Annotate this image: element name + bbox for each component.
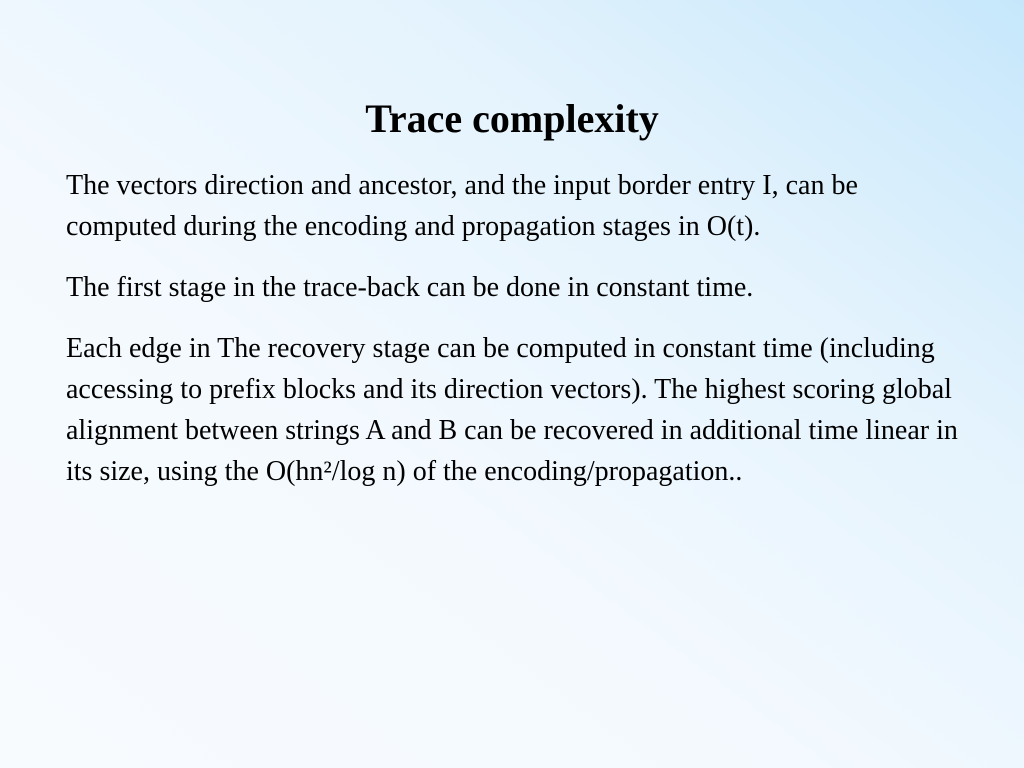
slide-body — [66, 165, 966, 512]
paragraph-vectors-computation: The vectors direction and ancestor, and the input border entry I, can be computed during the encoding and propagation stages in O(t). — [66, 170, 858, 242]
paragraph-first-stage: The first stage in the trace-back can be done in constant time. — [66, 272, 754, 303]
paragraph-recovery-stage: Each edge in The recovery stage can be computed in constant time (including accessing to prefix blocks and its direction vectors). The highest scoring global alignment between strings A and B can be recovered in additional time linear in its size, using the O(hn²/log n) of the encoding/propagation.. — [66, 333, 958, 487]
slide-title: Trace complexity — [365, 96, 659, 141]
